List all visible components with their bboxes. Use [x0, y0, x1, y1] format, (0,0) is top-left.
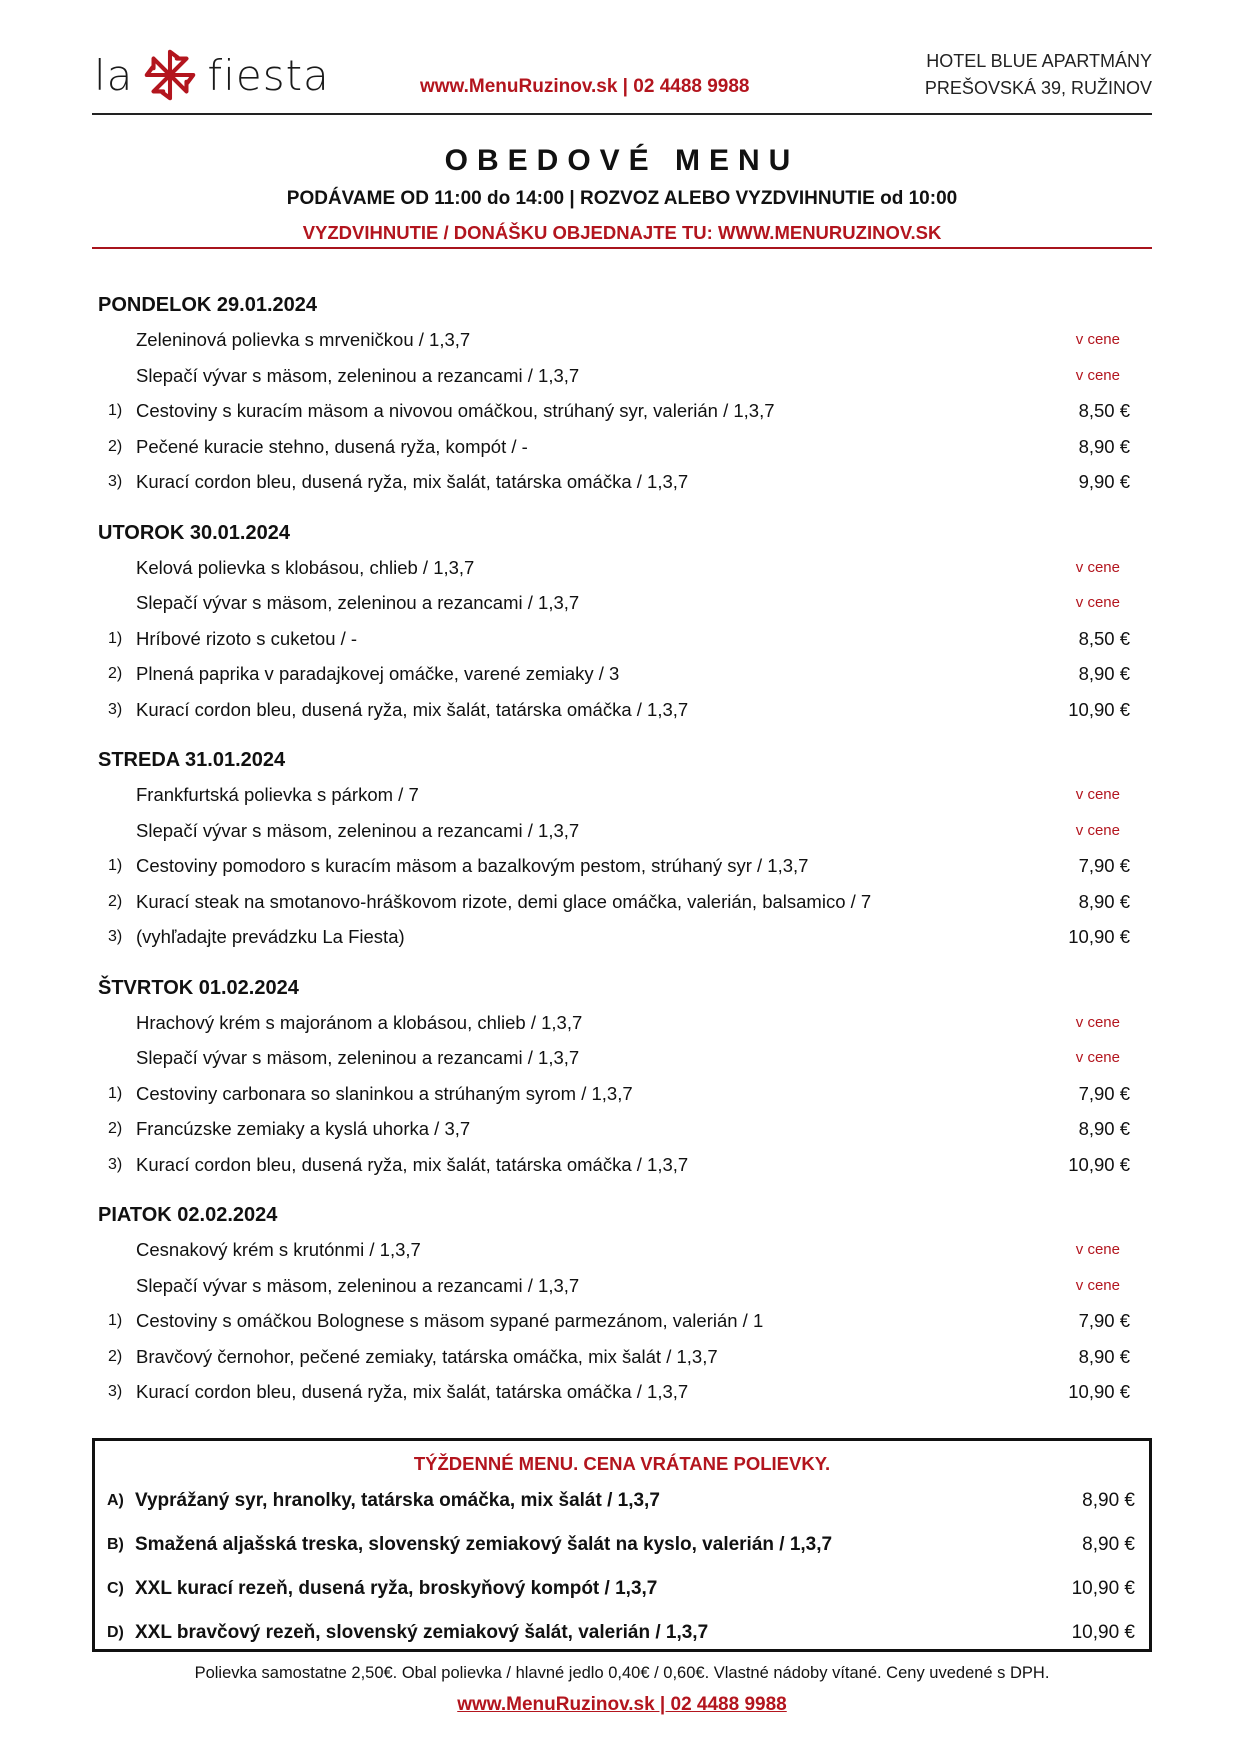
menu-item-price: 10,90 €: [1068, 1153, 1130, 1175]
day-title: UTOROK 30.01.2024: [98, 521, 290, 544]
menu-item-text: Cestoviny s omáčkou Bolognese s mäsom sypané parmezánom, valerián / 1: [136, 1310, 764, 1331]
menu-item-number: 2): [108, 892, 123, 910]
menu-item-text: Kurací steak na smotanovo-hráškovom rizote, demi glace omáčka, valerián, balsamico / 7: [136, 890, 872, 912]
logo-text-left: la: [94, 50, 134, 100]
menu-item-text: (vyhľadajte prevádzku La Fiesta): [136, 926, 405, 947]
menu-item-number: 1): [108, 1312, 123, 1329]
menu-item-price: v cene: [1075, 594, 1120, 611]
menu-item-text: Zeleninová polievka s mrveničkou / 1,3,7: [136, 329, 471, 350]
menu-item-number: 2): [108, 437, 123, 455]
menu-item-price: 8,90 €: [1078, 1345, 1130, 1367]
menu-item-text: Kurací cordon bleu, dusená ryža, mix šalát, tatárska omáčka / 1,3,7: [136, 1381, 689, 1402]
menu-item-row: [98, 777, 1142, 813]
menu-item-number: 3): [108, 473, 123, 490]
menu-item-price: 10,90 €: [1068, 926, 1130, 947]
menu-item-text: Cestoviny carbonara so slaninkou a strúhaným syrom / 1,3,7: [136, 1082, 633, 1104]
day-title: PIATOK 02.02.2024: [98, 1204, 278, 1226]
weekly-item-letter: D): [107, 1624, 124, 1641]
la-fiesta-logo: [94, 44, 330, 106]
menu-item-price: 9,90 €: [1078, 471, 1130, 492]
order-info-link[interactable]: VYZDVIHNUTIE / DONÁŠKU OBJEDNAJTE TU: WWW.MENURUZINOV.SK: [302, 222, 942, 243]
menu-item-text: Cestoviny pomodoro s kuracím mäsom a bazalkovým pestom, strúhaný syr / 1,3,7: [136, 855, 809, 876]
menu-item-row: [98, 1303, 1142, 1339]
menu-item-price: 10,90 €: [1068, 698, 1130, 720]
menu-item-row: [98, 621, 1142, 657]
menu-item-row: [98, 1374, 1142, 1410]
menu-item-row: [98, 1339, 1142, 1375]
page-header: [92, 40, 1152, 116]
serving-hours: PODÁVAME OD 11:00 do 14:00 | ROZVOZ ALEBO VYZDVIHNUTIE od 10:00: [286, 188, 958, 209]
menu-item-number: 3): [108, 700, 123, 718]
menu-item-price: v cene: [1075, 786, 1120, 803]
day-section: [98, 288, 1142, 500]
day-section: [98, 1198, 1142, 1410]
menu-item-text: Slepačí vývar s mäsom, zeleninou a rezancami / 1,3,7: [136, 364, 580, 386]
menu-item-number: 2): [108, 665, 123, 682]
menu-item-row: [98, 919, 1142, 955]
menu-item-price: v cene: [1075, 821, 1120, 839]
menu-item-row: [98, 1147, 1142, 1183]
menu-item-price: v cene: [1075, 1276, 1120, 1294]
weekly-menu-items: [95, 1479, 1149, 1655]
menu-item-text: Frankfurtská polievka s párkom / 7: [136, 784, 419, 805]
menu-item-number: 3): [108, 1155, 123, 1173]
weekly-item-letter: A): [107, 1492, 124, 1509]
weekly-item-text: XXL kurací rezeň, dusená ryža, broskyňový kompót / 1,3,7: [135, 1578, 658, 1599]
menu-item-row: [98, 884, 1142, 920]
footer-note: Polievka samostatne 2,50€. Obal polievka / hlavné jedlo 0,40€ / 0,60€. Vlastné nádoby vítané. Ceny uvedené s DPH.: [194, 1664, 1050, 1682]
menu-item-price: v cene: [1075, 1049, 1120, 1066]
header-divider: [92, 113, 1152, 115]
menu-item-text: Slepačí vývar s mäsom, zeleninou a rezancami / 1,3,7: [136, 819, 580, 841]
weekly-item-row: [95, 1611, 1149, 1655]
weekly-menu-box: [92, 1438, 1152, 1652]
menu-item-text: Kelová polievka s klobásou, chlieb / 1,3,7: [136, 556, 475, 578]
menu-item-price: v cene: [1075, 331, 1120, 348]
menu-item-text: Bravčový černohor, pečené zemiaky, tatárska omáčka, mix šalát / 1,3,7: [136, 1345, 718, 1367]
menu-item-text: Cestoviny s kuracím mäsom a nivovou omáčkou, strúhaný syr, valerián / 1,3,7: [136, 400, 775, 421]
menu-item-number: 1): [108, 402, 123, 419]
menu-item-price: v cene: [1075, 558, 1120, 576]
menu-item-text: Kurací cordon bleu, dusená ryža, mix šalát, tatárska omáčka / 1,3,7: [136, 1153, 689, 1175]
weekly-item-row: [95, 1479, 1149, 1523]
day-title: PONDELOK 29.01.2024: [98, 294, 317, 316]
day-title: ŠTVRTOK 01.02.2024: [98, 976, 299, 999]
menu-item-price: 8,90 €: [1078, 435, 1130, 457]
menu-item-row: [98, 656, 1142, 692]
menu-item-row: [98, 585, 1142, 621]
menu-item-text: Hrachový krém s majoránom a klobásou, chlieb / 1,3,7: [136, 1011, 583, 1033]
menu-item-price: 8,90 €: [1078, 663, 1130, 684]
menu-item-price: 8,90 €: [1078, 890, 1130, 912]
header-contact-link[interactable]: www.MenuRuzinov.sk | 02 4488 9988: [420, 76, 750, 97]
menu-item-price: 7,90 €: [1078, 1310, 1130, 1331]
menu-item-price: 10,90 €: [1068, 1381, 1130, 1402]
menu-item-text: Kurací cordon bleu, dusená ryža, mix šalát, tatárska omáčka / 1,3,7: [136, 698, 689, 720]
menu-item-row: [98, 393, 1142, 429]
weekly-item-price: 8,90 €: [1082, 1490, 1135, 1511]
weekly-item-row: [95, 1567, 1149, 1611]
menu-item-row: [98, 358, 1142, 394]
menu-item-price: 8,90 €: [1078, 1118, 1130, 1139]
menu-title-block: [92, 144, 1152, 244]
day-section: [98, 971, 1142, 1183]
menu-item-row: [98, 464, 1142, 500]
hotel-address: [925, 48, 1152, 102]
fiesta-star-icon: [139, 44, 201, 106]
menu-item-price: 8,50 €: [1078, 627, 1130, 649]
menu-item-row: [98, 550, 1142, 586]
menu-item-number: 1): [108, 857, 123, 874]
menu-item-price: 8,50 €: [1078, 400, 1130, 421]
logo-text-right: fiesta: [207, 50, 330, 100]
menu-item-row: [98, 692, 1142, 728]
menu-item-row: [98, 1111, 1142, 1147]
menu-item-text: Kurací cordon bleu, dusená ryža, mix šalát, tatárska omáčka / 1,3,7: [136, 471, 689, 492]
weekly-item-text: XXL bravčový rezeň, slovenský zemiakový šalát, valerián / 1,3,7: [135, 1622, 709, 1643]
menu-item-number: 3): [108, 1383, 123, 1400]
menu-item-number: 2): [108, 1347, 123, 1365]
weekly-item-price: 10,90 €: [1071, 1578, 1135, 1599]
day-section: [98, 516, 1142, 728]
menu-item-number: 1): [108, 629, 123, 647]
menu-item-text: Hríbové rizoto s cuketou / -: [136, 627, 358, 649]
hotel-street: PREŠOVSKÁ 39, RUŽINOV: [924, 78, 1152, 98]
daily-menu-list: [98, 288, 1142, 1426]
title-divider: [92, 247, 1152, 249]
menu-item-row: [98, 1076, 1142, 1112]
menu-item-price: 7,90 €: [1078, 1082, 1130, 1104]
hotel-name: HOTEL BLUE APARTMÁNY: [926, 51, 1152, 71]
menu-item-row: [98, 848, 1142, 884]
menu-item-row: [98, 813, 1142, 849]
menu-item-number: 2): [108, 1120, 123, 1137]
page-title: OBEDOVÉ MENU: [444, 144, 800, 177]
menu-item-number: 3): [108, 928, 123, 945]
menu-item-text: Francúzske zemiaky a kyslá uhorka / 3,7: [136, 1118, 471, 1139]
menu-item-text: Cesnakový krém s krutónmi / 1,3,7: [136, 1239, 421, 1260]
menu-item-price: 7,90 €: [1078, 855, 1130, 876]
menu-item-text: Slepačí vývar s mäsom, zeleninou a rezancami / 1,3,7: [136, 1047, 580, 1068]
weekly-item-price: 8,90 €: [1082, 1534, 1135, 1555]
weekly-menu-title: TÝŽDENNÉ MENU. CENA VRÁTANE POLIEVKY.: [413, 1453, 831, 1474]
menu-item-text: Pečené kuracie stehno, dusená ryža, kompót / -: [136, 435, 528, 457]
weekly-item-letter: C): [107, 1580, 124, 1597]
menu-item-text: Slepačí vývar s mäsom, zeleninou a rezancami / 1,3,7: [136, 1274, 580, 1296]
weekly-item-letter: B): [107, 1536, 124, 1553]
menu-item-price: v cene: [1075, 366, 1120, 384]
menu-item-row: [98, 1005, 1142, 1041]
menu-item-row: [98, 1268, 1142, 1304]
menu-item-number: 1): [108, 1084, 123, 1102]
weekly-item-price: 10,90 €: [1071, 1622, 1135, 1643]
menu-item-row: [98, 1232, 1142, 1268]
menu-item-row: [98, 429, 1142, 465]
weekly-item-text: Smažená aljašská treska, slovenský zemiakový šalát na kyslo, valerián / 1,3,7: [135, 1534, 833, 1555]
footer-contact-link[interactable]: www.MenuRuzinov.sk | 02 4488 9988: [457, 1694, 787, 1715]
menu-item-text: Plnená paprika v paradajkovej omáčke, varené zemiaky / 3: [136, 663, 620, 684]
menu-item-price: v cene: [1075, 1013, 1120, 1031]
menu-item-row: [98, 322, 1142, 358]
day-title: STREDA 31.01.2024: [98, 749, 286, 771]
weekly-item-row: [95, 1523, 1149, 1567]
menu-item-row: [98, 1040, 1142, 1076]
weekly-item-text: Vyprážaný syr, hranolky, tatárska omáčka, mix šalát / 1,3,7: [135, 1490, 660, 1511]
day-section: [98, 743, 1142, 955]
menu-item-text: Slepačí vývar s mäsom, zeleninou a rezancami / 1,3,7: [136, 592, 580, 613]
menu-item-price: v cene: [1075, 1241, 1120, 1258]
